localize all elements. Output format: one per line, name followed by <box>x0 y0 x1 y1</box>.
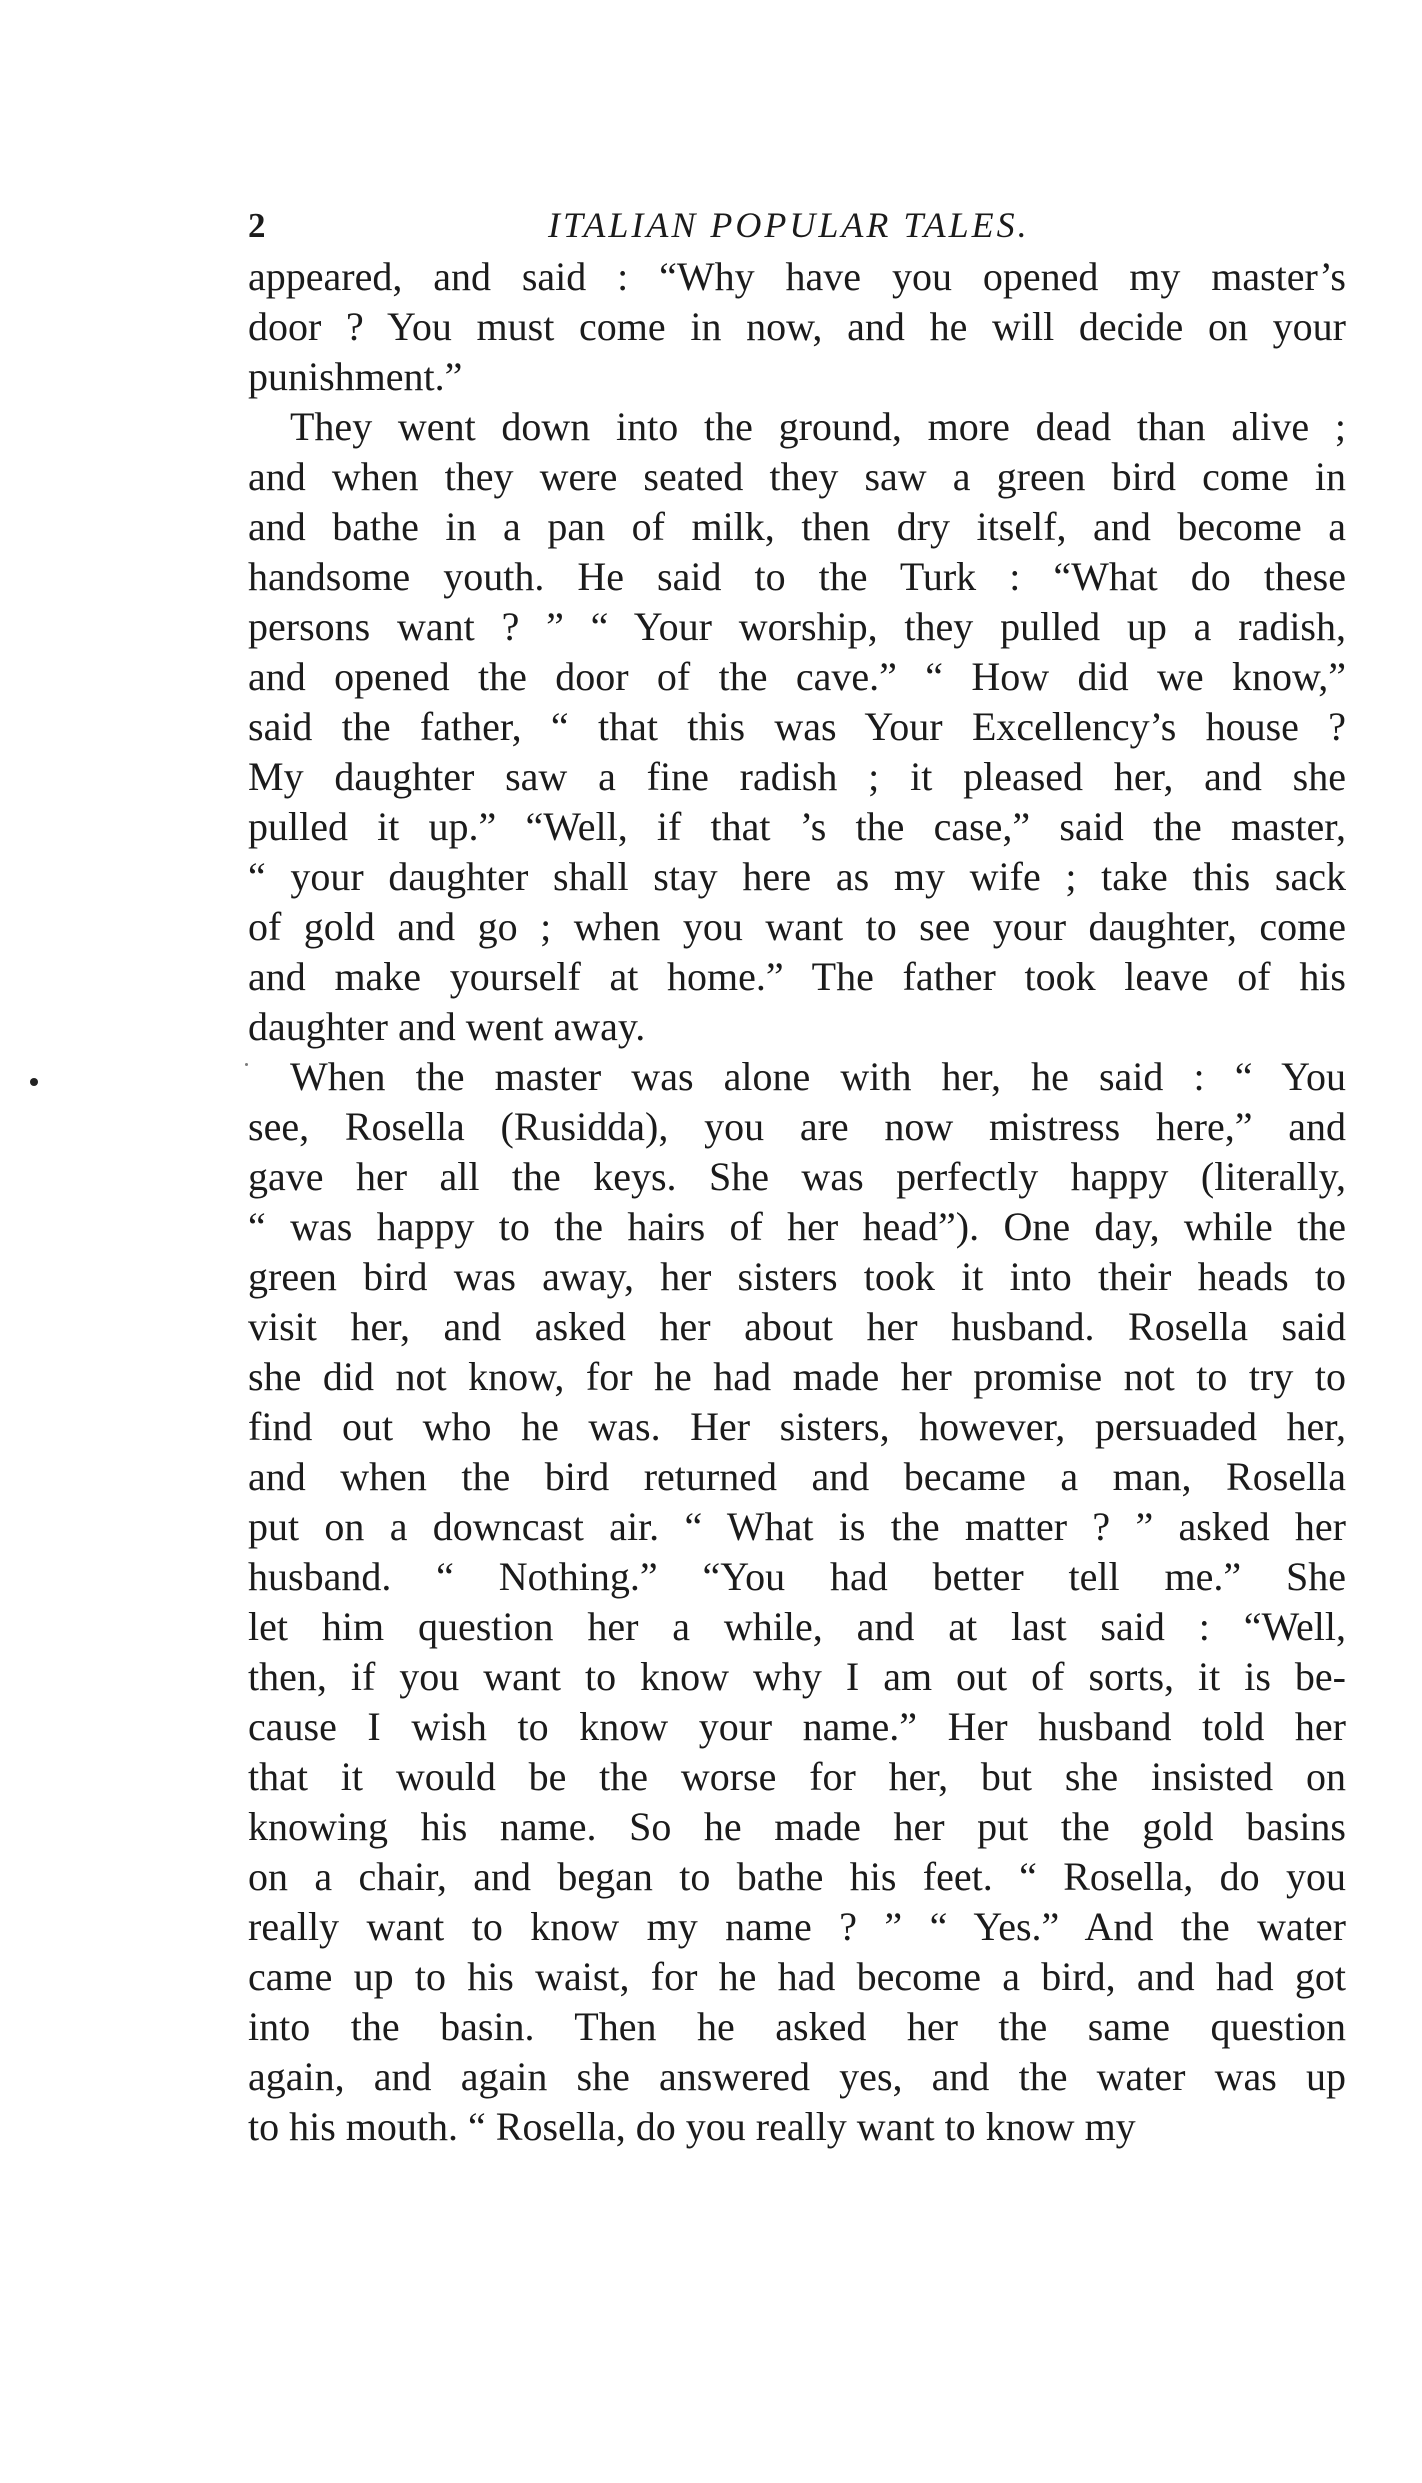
text-line: and bathe in a pan of milk, then dry itself, and become a <box>248 504 1346 549</box>
text-line: door ? You must come in now, and he will decide on your <box>248 304 1346 349</box>
margin-speck <box>245 1063 248 1066</box>
page-header <box>248 200 1346 252</box>
text-line: see, Rosella (Rusidda), you are now mistress here,” and <box>248 1104 1346 1149</box>
text-line: My daughter saw a fine radish ; it pleased her, and she <box>248 754 1346 799</box>
text-line: husband. “ Nothing.” “You had better tell me.” She <box>248 1554 1346 1599</box>
text-line: handsome youth. He said to the Turk : “What do these <box>248 554 1346 599</box>
text-line: They went down into the ground, more dead than alive ; <box>290 404 1346 449</box>
running-title: ITALIAN POPULAR TALES. <box>548 205 1030 245</box>
text-line: find out who he was. Her sisters, however, persuaded her, <box>248 1404 1346 1449</box>
text-line: knowing his name. So he made her put the gold basins <box>248 1804 1346 1849</box>
text-line: “ your daughter shall stay here as my wife ; take this sack <box>248 854 1346 899</box>
text-line: to his mouth. “ Rosella, do you really want to know my <box>248 2104 1136 2149</box>
text-line: said the father, “ that this was Your Excellency’s house ? <box>248 704 1346 749</box>
text-line: that it would be the worse for her, but she insisted on <box>248 1754 1346 1799</box>
text-line: put on a downcast air. “ What is the matter ? ” asked her <box>248 1504 1346 1549</box>
book-page <box>248 200 1346 2152</box>
text-line: and when the bird returned and became a man, Rosella <box>248 1454 1346 1499</box>
text-line: really want to know my name ? ” “ Yes.” And the water <box>248 1904 1346 1949</box>
text-line: appeared, and said : “Why have you opened my master’s <box>248 254 1346 299</box>
paragraph <box>248 252 1346 402</box>
paragraph <box>248 1052 1346 2152</box>
text-line: punishment.” <box>248 354 463 399</box>
text-line: and when they were seated they saw a green bird come in <box>248 454 1346 499</box>
text-line: again, and again she answered yes, and the water was up <box>248 2054 1346 2099</box>
page-number: 2 <box>248 206 266 245</box>
body-text <box>248 252 1346 2152</box>
text-line: When the master was alone with her, he said : “ You <box>290 1054 1346 1099</box>
text-line: green bird was away, her sisters took it into their heads to <box>248 1254 1346 1299</box>
text-line: cause I wish to know your name.” Her husband told her <box>248 1704 1346 1749</box>
text-line: and opened the door of the cave.” “ How did we know,” <box>248 654 1346 699</box>
text-line: she did not know, for he had made her promise not to try to <box>248 1354 1346 1399</box>
text-line: let him question her a while, and at last said : “Well, <box>248 1604 1346 1649</box>
text-line: on a chair, and began to bathe his feet. “ Rosella, do you <box>248 1854 1346 1899</box>
text-line: “ was happy to the hairs of her head”). One day, while the <box>248 1204 1346 1249</box>
text-line: gave her all the keys. She was perfectly happy (literally, <box>248 1154 1346 1199</box>
text-line: came up to his waist, for he had become a bird, and had got <box>248 1954 1346 1999</box>
text-line: pulled it up.” “Well, if that ’s the case,” said the master, <box>248 804 1346 849</box>
margin-speck <box>30 1078 38 1086</box>
text-line: visit her, and asked her about her husband. Rosella said <box>248 1304 1346 1349</box>
text-line: of gold and go ; when you want to see your daughter, come <box>248 904 1346 949</box>
text-line: persons want ? ” “ Your worship, they pulled up a radish, <box>248 604 1346 649</box>
text-line: then, if you want to know why I am out of sorts, it is be- <box>248 1654 1346 1699</box>
paragraph <box>248 402 1346 1052</box>
text-line: and make yourself at home.” The father took leave of his <box>248 954 1346 999</box>
text-line: daughter and went away. <box>248 1004 646 1049</box>
text-line: into the basin. Then he asked her the same question <box>248 2004 1346 2049</box>
